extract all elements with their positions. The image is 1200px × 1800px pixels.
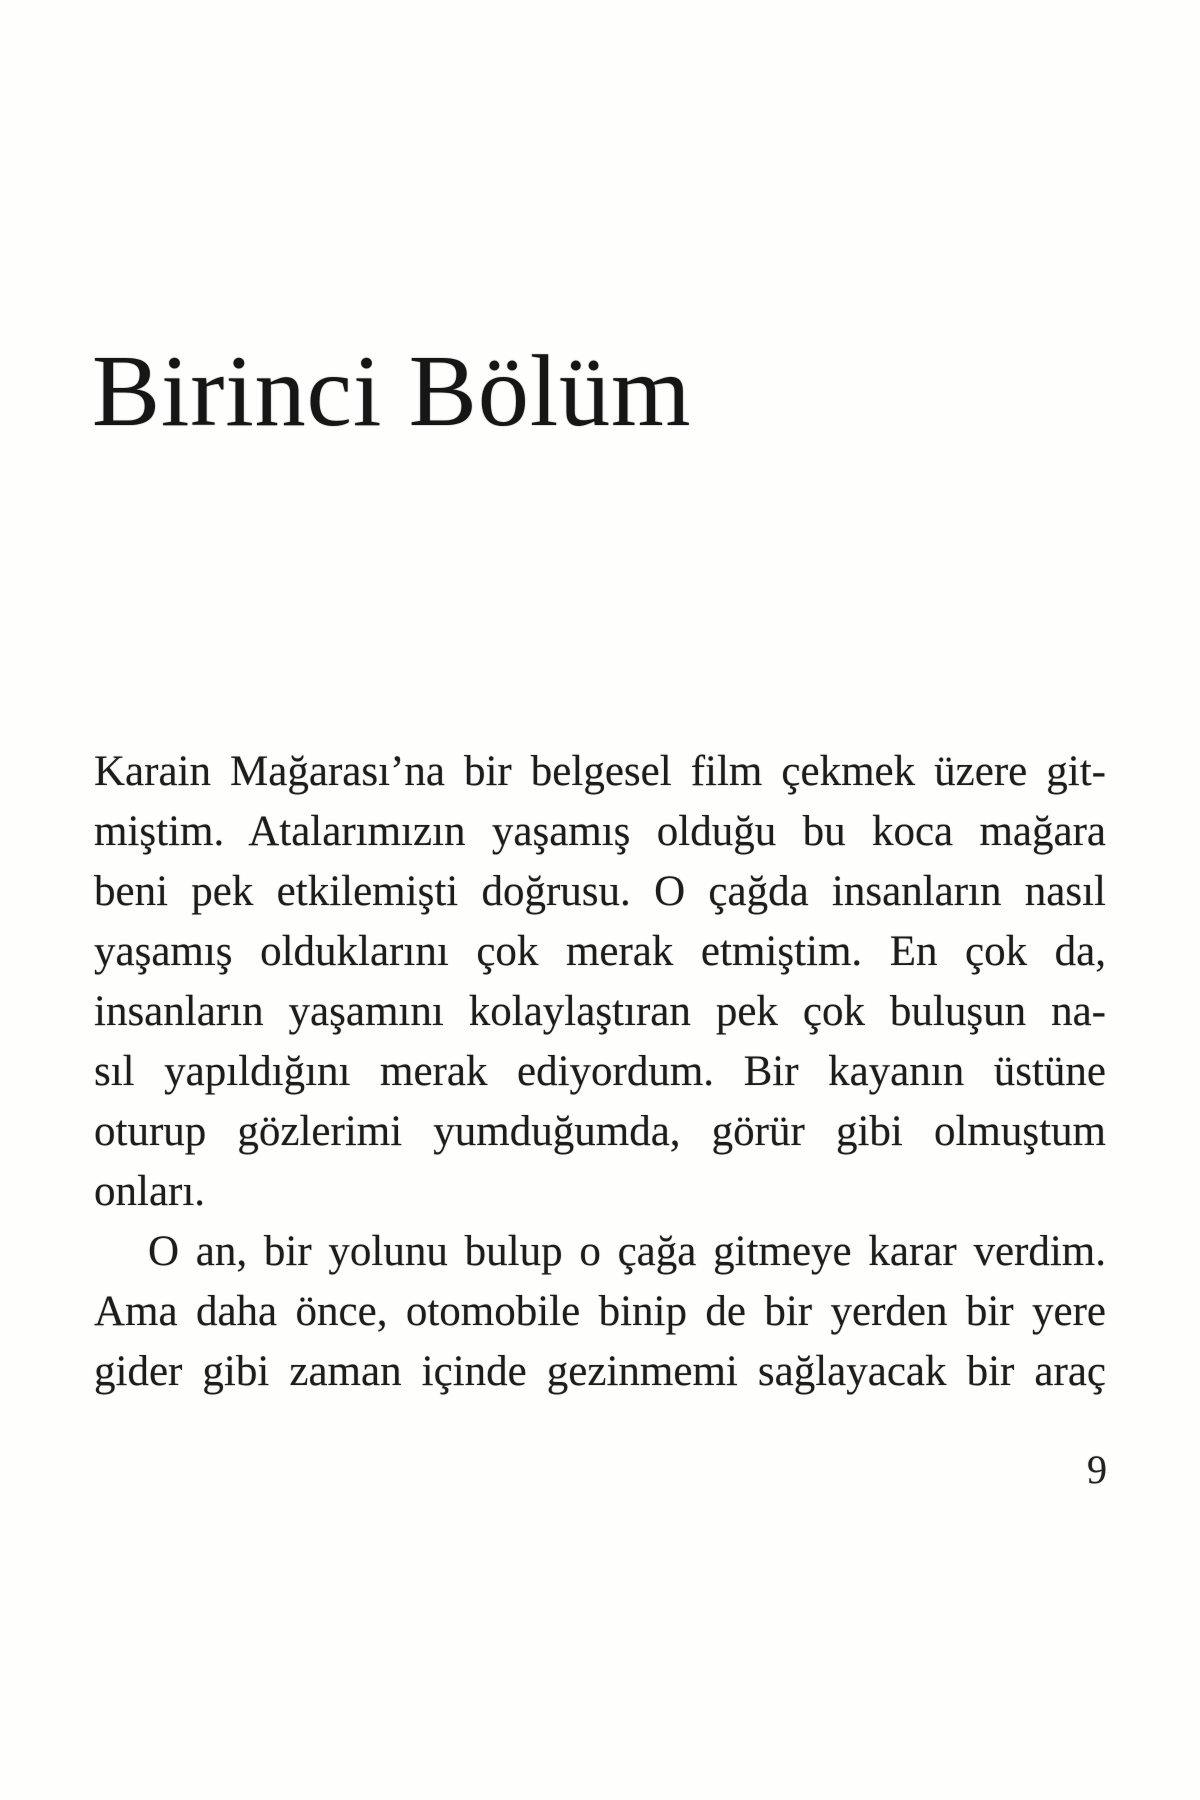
text-line: Karain Mağarası’na bir belgesel film çekmek üzere git-: [94, 748, 1106, 795]
text-line: onları.: [94, 1168, 206, 1215]
text-line: beni pek etkilemişti doğrusu. O çağda insanların nasıl: [94, 868, 1106, 915]
text-line: miştim. Atalarımızın yaşamış olduğu bu koca mağara: [94, 808, 1106, 855]
text-line: oturup gözlerimi yumduğumda, görür gibi olmuştum: [94, 1108, 1106, 1155]
text-line: insanların yaşamını kolaylaştıran pek çok buluşun na-: [94, 988, 1106, 1035]
page-number: 9: [1087, 1447, 1107, 1492]
text-line: O an, bir yolunu bulup o çağa gitmeye karar verdim.: [148, 1228, 1106, 1275]
text-line: yaşamış olduklarını çok merak etmiştim. En çok da,: [94, 928, 1106, 975]
body-text: [94, 742, 1106, 1402]
text-line: sıl yapıldığını merak ediyordum. Bir kayanın üstüne: [94, 1048, 1106, 1095]
chapter-title: Birinci Bölüm: [92, 335, 692, 449]
text-line: gider gibi zaman içinde gezinmemi sağlayacak bir araç: [94, 1348, 1106, 1395]
text-line: Ama daha önce, otomobile binip de bir yerden bir yere: [94, 1288, 1106, 1335]
